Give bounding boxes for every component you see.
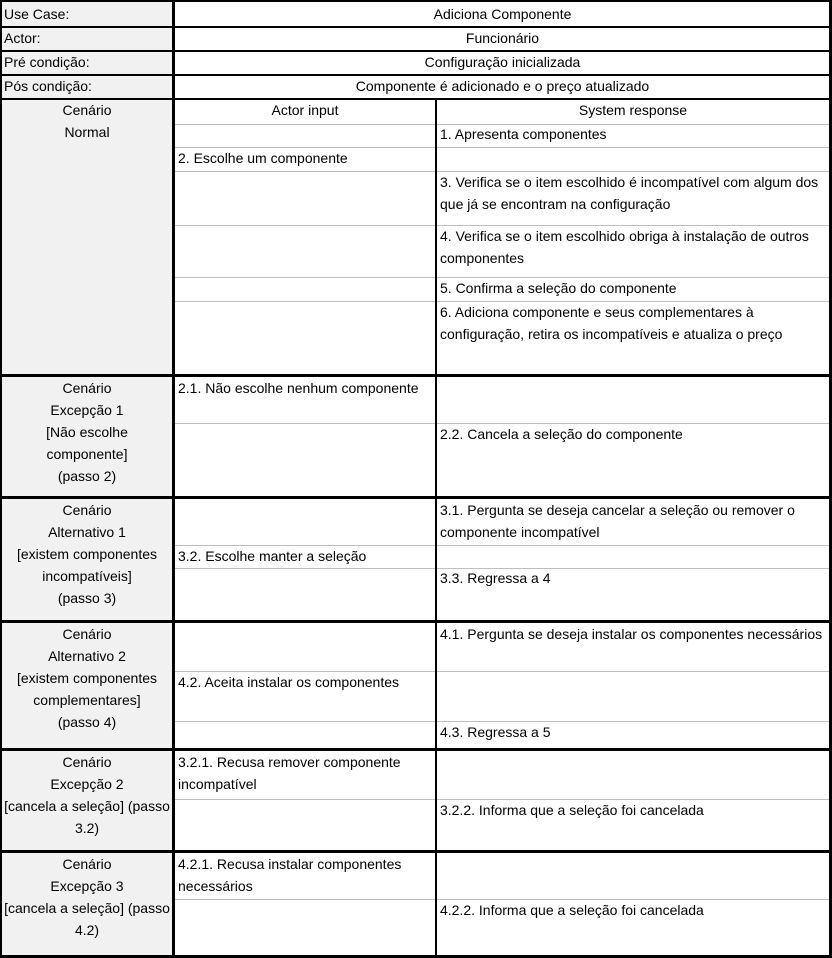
scenario-title-line: [existem componentes xyxy=(16,670,158,686)
actor-step: 2. Escolhe um componente xyxy=(178,150,348,166)
post-condition-label: Pós condição: xyxy=(4,78,92,94)
actor-input-header: Actor input xyxy=(271,102,339,118)
column-divider xyxy=(172,0,175,958)
system-step: 4.3. Regressa a 5 xyxy=(440,724,551,740)
system-step: 1. Apresenta componentes xyxy=(440,126,607,142)
scenario-title-line: incompatíveis] xyxy=(42,568,132,584)
scenario-title-line: (passo 2) xyxy=(57,468,117,484)
actor-label: Actor: xyxy=(4,30,41,46)
scenario-title-line: componente] xyxy=(46,446,128,462)
scenario-title-line: Cenário xyxy=(62,856,112,872)
scenario-title-line: Alternativo 1 xyxy=(48,524,126,540)
scenario-title-line: (passo 4) xyxy=(57,714,117,730)
scenario-title-line: Excepção 2 xyxy=(50,776,124,792)
system-response-header: System response xyxy=(578,102,688,118)
actor-value: Funcionário xyxy=(465,30,540,46)
actor-step: 3.2. Escolhe manter a seleção xyxy=(178,548,367,564)
pre-condition-value: Configuração inicializada xyxy=(424,54,581,70)
scenario-title-line: Excepção 3 xyxy=(50,878,124,894)
system-step: 3.3. Regressa a 4 xyxy=(440,570,551,586)
scenario-title-line: Excepção 1 xyxy=(50,402,124,418)
system-step: 5. Confirma a seleção do componente xyxy=(440,280,677,296)
system-step: 4. Verifica se o item escolhido obriga à instalação de outros componentes xyxy=(440,228,809,266)
scenario-title-line: Cenário xyxy=(62,626,112,642)
scenario-title-line: Cenário xyxy=(62,380,112,396)
post-condition-value: Componente é adicionado e o preço atualizado xyxy=(355,78,650,94)
scenario-title-line: [cancela a seleção] (passo xyxy=(4,900,170,916)
actor-step: 3.2.1. Recusa remover componente incompatível xyxy=(178,754,401,792)
scenario-title-line: 3.2) xyxy=(74,820,100,836)
scenario-title-line: Alternativo 2 xyxy=(48,648,126,664)
system-step: 6. Adiciona componente e seus complementares à configuração, retira os incompatíveis e atualiza o preço xyxy=(440,304,783,342)
scenario-title-line: [existem componentes xyxy=(16,546,158,562)
system-step: 4.2.2. Informa que a seleção foi cancelada xyxy=(440,902,704,918)
table-border-top xyxy=(0,0,832,2)
scenario-title-line: 4.2) xyxy=(74,922,100,938)
scenario-title-line: [Não escolhe xyxy=(46,424,128,440)
scenario-title-line: [cancela a seleção] (passo xyxy=(4,798,170,814)
system-step: 3.2.2. Informa que a seleção foi cancelada xyxy=(440,802,704,818)
system-step: 3. Verifica se o item escolhido é incompatível com algum dos que já se encontram na configuração xyxy=(440,174,819,212)
use-case-value: Adiciona Componente xyxy=(433,6,572,22)
actor-step: 4.2. Aceita instalar os componentes xyxy=(178,674,400,690)
system-step: 4.1. Pergunta se deseja instalar os componentes necessários xyxy=(440,626,823,642)
pre-condition-label: Pré condição: xyxy=(4,54,90,70)
scenario-title-line: complementares] xyxy=(33,692,141,708)
system-step: 3.1. Pergunta se deseja cancelar a seleção ou remover o componente incompatível xyxy=(440,502,795,540)
use-case-label: Use Case: xyxy=(4,6,70,22)
actor-step: 2.1. Não escolhe nenhum componente xyxy=(178,380,419,396)
column-divider xyxy=(435,100,437,958)
actor-step: 4.2.1. Recusa instalar componentes necessários xyxy=(178,856,402,894)
system-step: 2.2. Cancela a seleção do componente xyxy=(440,426,683,442)
scenario-title-line: Cenário xyxy=(62,102,112,118)
scenario-title-line: (passo 3) xyxy=(57,590,117,606)
scenario-title-line: Normal xyxy=(64,124,110,140)
scenario-title-line: Cenário xyxy=(62,754,112,770)
scenario-title-line: Cenário xyxy=(62,502,112,518)
